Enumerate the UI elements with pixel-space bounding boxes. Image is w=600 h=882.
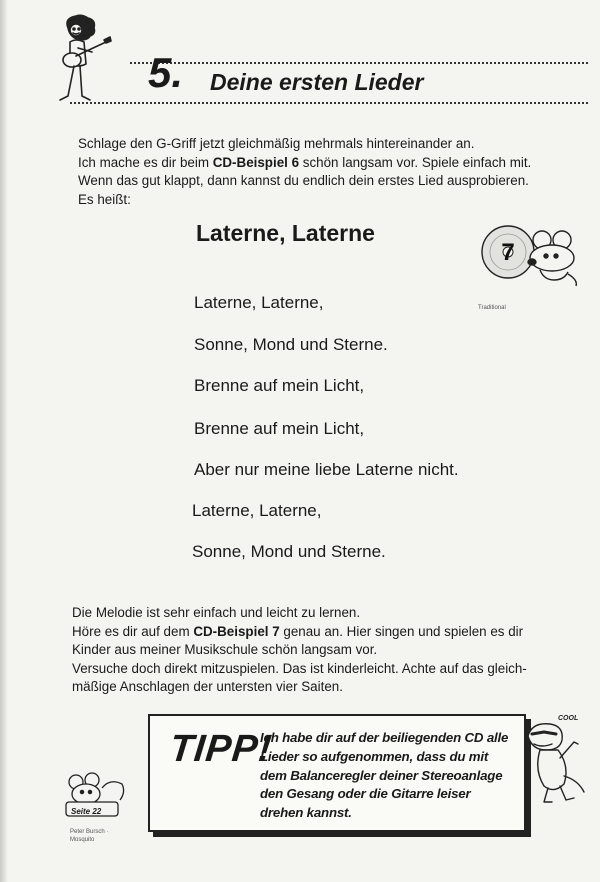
footer-small-note: Peter Bursch · Mosquito (70, 829, 109, 843)
intro-line-4: Es heißt: (78, 191, 131, 207)
tip-box (148, 714, 526, 832)
lyric-line-7: Sonne, Mond und Sterne. (192, 542, 386, 561)
page-edge-shadow (0, 0, 8, 882)
cd-track-number: 7 (501, 239, 515, 266)
intro-line-3: Wenn das gut klappt, dann kannst du endlich dein erstes Lied ausprobieren. (78, 173, 529, 188)
outro-paragraph (72, 604, 598, 697)
cd-example-6: CD-Beispiel 6 (212, 154, 300, 170)
outro-line-3: Kinder aus meiner Musikschule schön langsam vor. (72, 642, 378, 657)
tip-heading: TIPP! (167, 728, 275, 770)
outro-line-5: mäßige Anschlagen der untersten vier Saiten. (72, 679, 343, 694)
cd-example-7: CD-Beispiel 7 (193, 623, 280, 639)
intro-line-2-post: schön langsam vor. Spiele einfach mit. (299, 154, 532, 170)
intro-line-2-pre: Ich mache es dir beim (78, 154, 213, 170)
page-number-label: Seite 22 (71, 807, 102, 816)
song-title: Laterne, Laterne (196, 220, 375, 246)
outro-line-2-pre: Höre es dir auf dem (72, 623, 194, 639)
lyric-line-4: Brenne auf mein Licht, (194, 419, 365, 438)
bottom-dotted-rule (70, 102, 588, 104)
cool-dinosaur-illustration (520, 706, 590, 806)
outro-line-4: Versuche doch direkt mitzuspielen. Das ist kinderleicht. Achte auf das gleich- (72, 660, 527, 676)
chapter-number: 5. (148, 49, 184, 96)
lyric-line-3: Brenne auf mein Licht, (194, 376, 365, 395)
lyric-line-5: Aber nur meine liebe Laterne nicht. (194, 460, 459, 479)
lyric-line-2: Sonne, Mond und Sterne. (194, 335, 388, 354)
top-dotted-rule (130, 62, 588, 64)
song-credit: Traditional (478, 305, 506, 311)
mouse-mascot-icon (520, 230, 582, 288)
lyric-line-6: Laterne, Laterne, (192, 501, 322, 520)
lyric-line-1: Laterne, Laterne, (194, 293, 324, 312)
outro-line-2-post: genau an. Hier singen und spielen es dir (279, 623, 524, 639)
guitarist-illustration (50, 14, 114, 106)
intro-line-1: Schlage den G-Griff jetzt gleichmäßig mehrmals hintereinander an. (78, 136, 475, 151)
chapter-title: Deine ersten Lieder (210, 69, 424, 95)
tip-text: Ich habe dir auf der beiliegenden CD alle Lieder so aufgenommen, dass du mit dem Balanceregler deiner Stereoanlage den Gesang oder die Gitarre leiser drehen kannst. (260, 730, 509, 821)
outro-line-1: Die Melodie ist sehr einfach und leicht zu lernen. (72, 605, 361, 620)
cool-label: COOL (558, 715, 579, 722)
intro-paragraph (78, 135, 598, 209)
